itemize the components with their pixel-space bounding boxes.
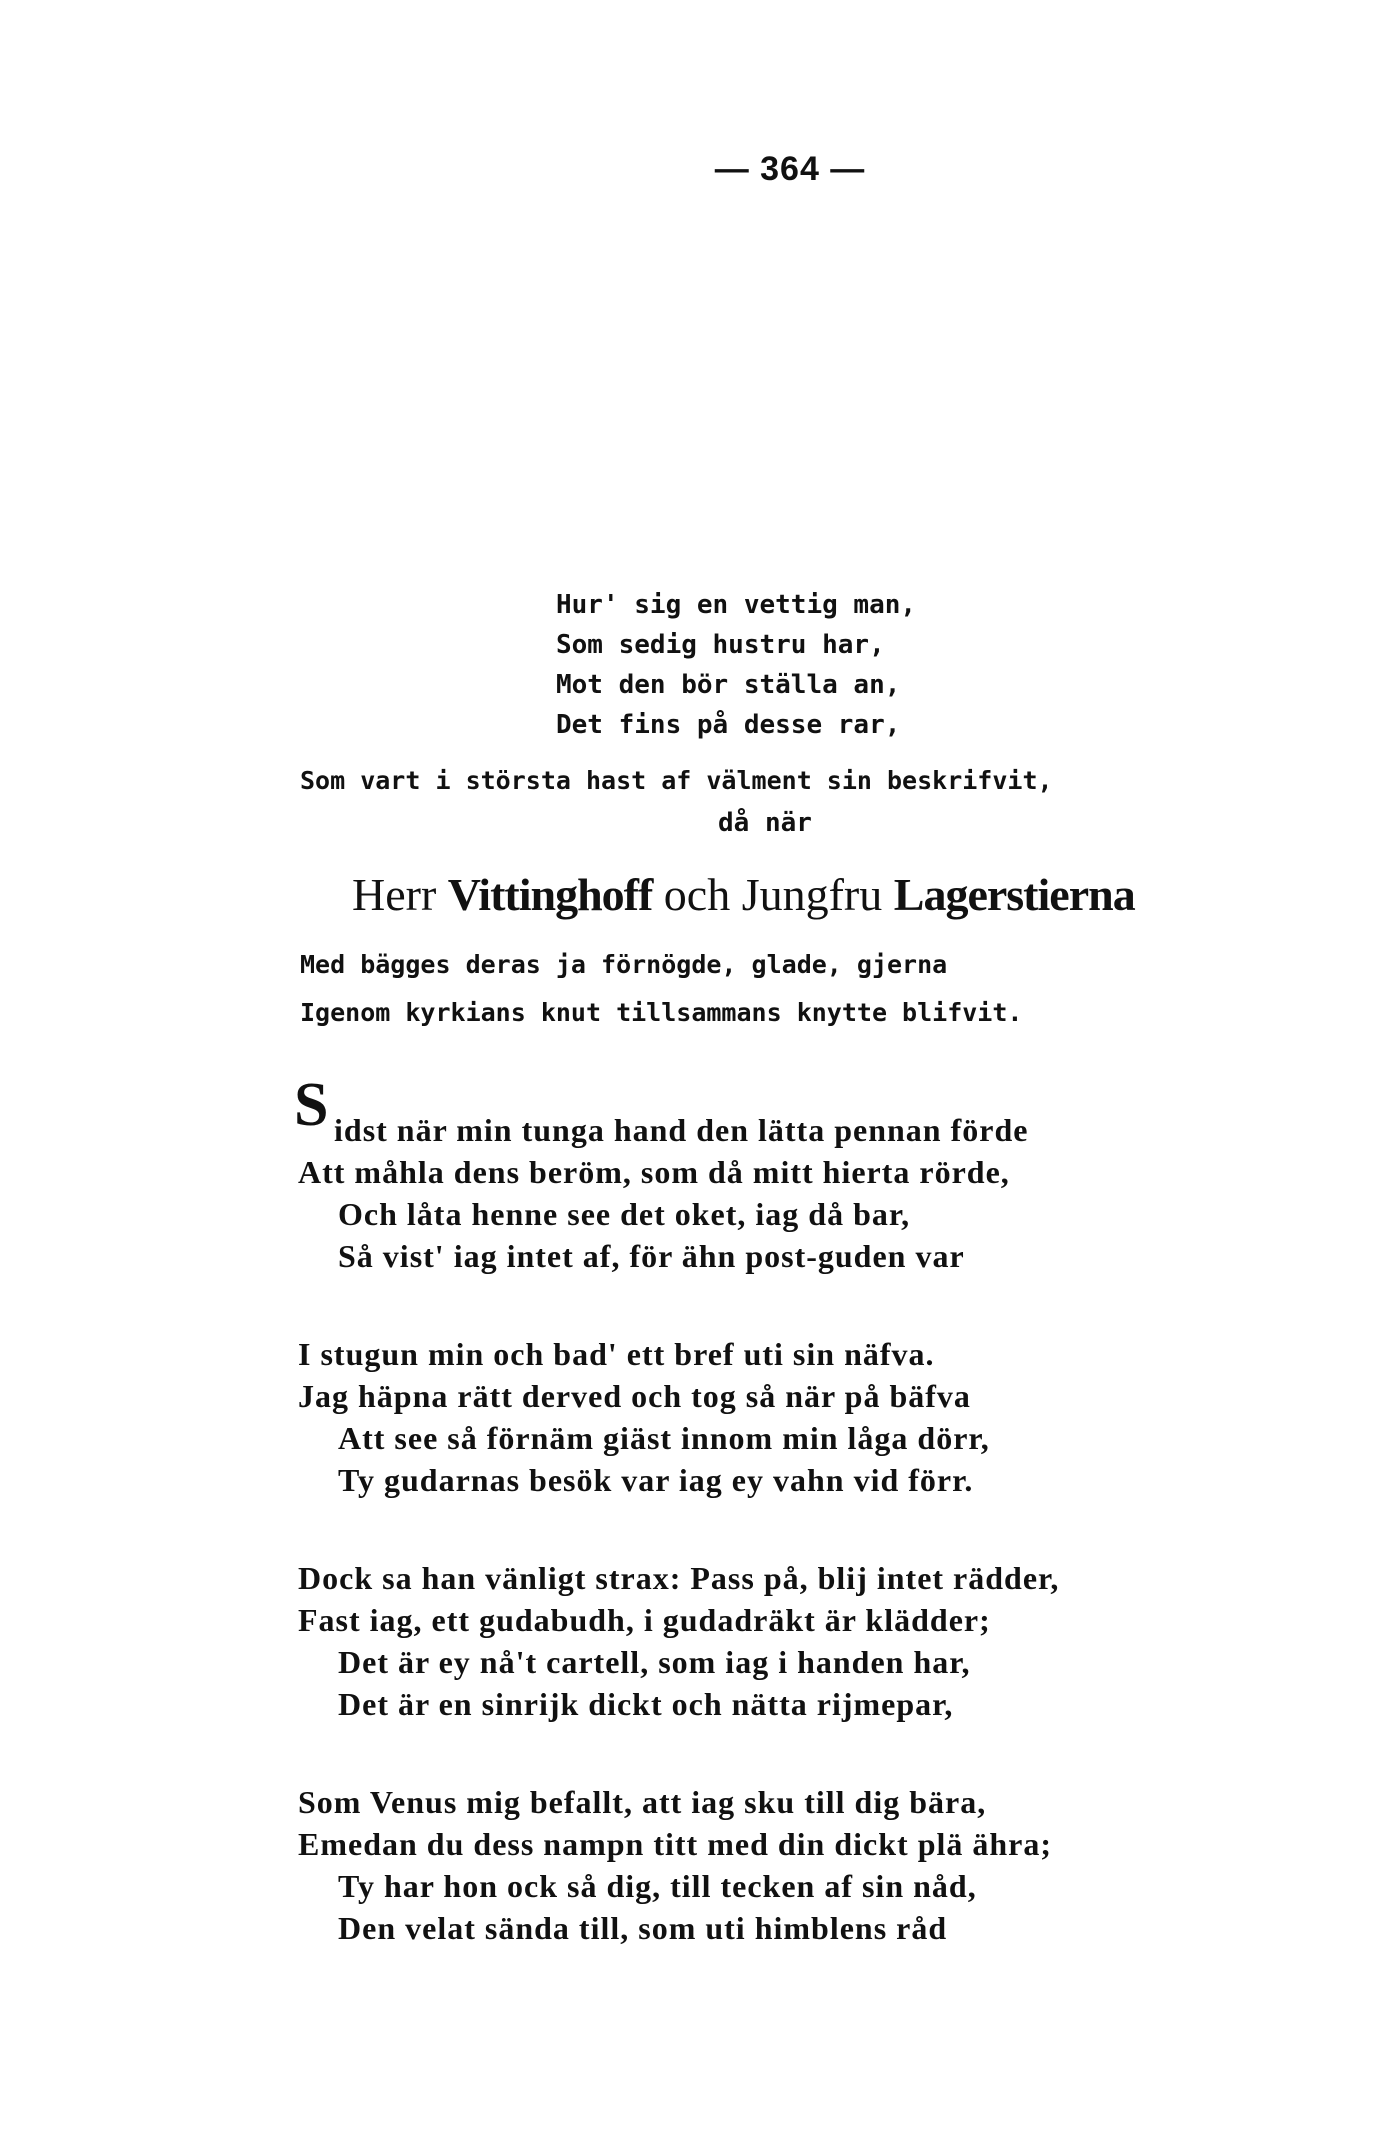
intro-line: Med bägges deras ja förnögde, glade, gjerna <box>300 950 948 979</box>
verse-line: Det är en sinrijk dickt och nätta rijmepar, <box>338 1686 954 1722</box>
intro-line: Som sedig hustru har, <box>556 630 885 660</box>
verse-line: Dock sa han vänligt strax: Pass på, blij intet rädder, <box>298 1560 1060 1596</box>
dedication-title <box>352 868 1135 921</box>
verse-line: Ty gudarnas besök var iag ey vahn vid förr. <box>338 1462 974 1498</box>
verse-line: Så vist' iag intet af, för ähn post-guden var <box>338 1238 965 1274</box>
verse-line: I stugun min och bad' ett bref uti sin näfva. <box>298 1336 935 1372</box>
verse-line: Att see så förnäm giäst innom min låga dörr, <box>338 1420 990 1456</box>
intro-line: Mot den bör ställa an, <box>556 670 901 700</box>
verse-line: Jag häpna rätt derved och tog så när på bäfva <box>298 1378 971 1414</box>
verse-line: Att måhla dens beröm, som då mitt hierta rörde, <box>298 1154 1010 1190</box>
intro-line: Hur' sig en vettig man, <box>556 590 917 620</box>
verse-line: idst när min tunga hand den lätta pennan förde <box>334 1112 1029 1148</box>
verse-line: Emedan du dess nampn titt med din dickt plä ähra; <box>298 1826 1053 1862</box>
title-och-jungfru: och Jungfru <box>663 869 883 920</box>
title-groom-name: Vittinghoff <box>447 869 653 920</box>
page-number: — 364 — <box>714 150 866 188</box>
title-herr: Herr <box>352 869 437 920</box>
title-bride-name: Lagerstierna <box>893 869 1135 920</box>
verse-line: Ty har hon ock så dig, till tecken af sin nåd, <box>338 1868 977 1904</box>
verse-line: Det är ey nå't cartell, som iag i handen har, <box>338 1644 971 1680</box>
intro-line: Det fins på desse rar, <box>556 710 901 740</box>
verse-line: Den velat sända till, som uti himblens råd <box>338 1910 948 1946</box>
drop-cap: S <box>294 1071 329 1139</box>
verse-line: Och låta henne see det oket, iag då bar, <box>338 1196 911 1232</box>
verse-line: Som Venus mig befallt, att iag sku till dig bära, <box>298 1784 987 1820</box>
verse-line: Fast iag, ett gudabudh, i gudadräkt är klädder; <box>298 1602 991 1638</box>
intro-line: Igenom kyrkians knut tillsammans knytte blifvit. <box>300 998 1023 1027</box>
intro-line: då när <box>718 808 812 838</box>
intro-line: Som vart i största hast af välment sin beskrifvit, <box>300 766 1053 795</box>
